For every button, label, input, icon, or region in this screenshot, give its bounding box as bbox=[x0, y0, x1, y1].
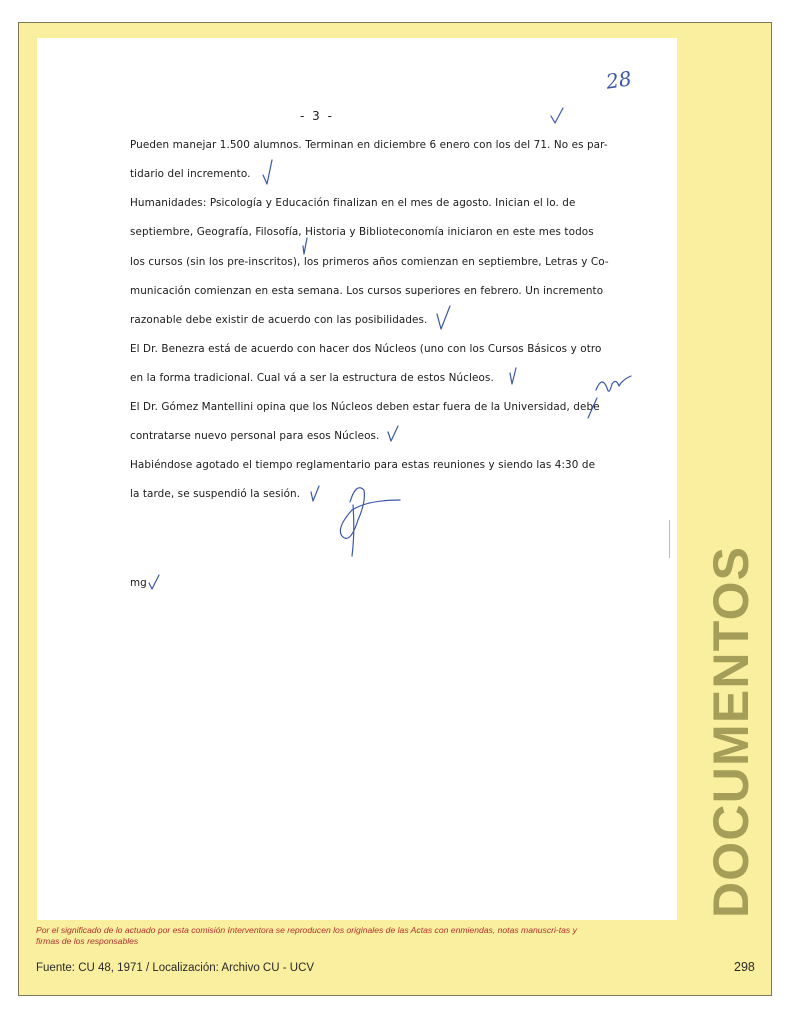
typist-initials: mg bbox=[130, 577, 147, 589]
document-line: la tarde, se suspendió la sesión. bbox=[130, 488, 301, 500]
check-mark bbox=[437, 306, 450, 329]
page-number: 298 bbox=[734, 960, 755, 974]
check-mark bbox=[263, 160, 272, 184]
document-page-number: - 3 - bbox=[300, 109, 334, 123]
check-mark bbox=[311, 486, 319, 501]
document-line: en la forma tradicional. Cual vá a ser la estructura de estos Núcleos. bbox=[130, 372, 494, 384]
document-line: contratarse nuevo personal para esos Núcleos. bbox=[130, 430, 380, 442]
section-title: DOCUMENTOS bbox=[703, 545, 759, 918]
signature bbox=[352, 505, 354, 556]
folio-number: 28 bbox=[604, 66, 633, 94]
document-line: Pueden manejar 1.500 alumnos. Terminan en diciembre 6 enero con los del 71. No es par- bbox=[130, 139, 608, 151]
document-line: municación comienzan en esta semana. Los cursos superiores en febrero. Un incremento bbox=[130, 285, 604, 297]
margin-initial bbox=[588, 398, 597, 418]
signature bbox=[340, 488, 400, 539]
document-line: El Dr. Gómez Mantellini opina que los Núcleos deben estar fuera de la Universidad, debe bbox=[130, 401, 600, 413]
source-note: Fuente: CU 48, 1971 / Localización: Archivo CU - UCV bbox=[36, 962, 315, 974]
margin-initial bbox=[596, 376, 631, 391]
document-line: septiembre, Geografía, Filosofía, Historia y Biblioteconomía iniciaron en este mes todos bbox=[130, 226, 594, 238]
document-line: Humanidades: Psicología y Educación finalizan en el mes de agosto. Inician el lo. de bbox=[130, 197, 576, 209]
document-line: razonable debe existir de acuerdo con las posibilidades. bbox=[130, 314, 428, 326]
check-mark bbox=[303, 238, 307, 254]
document-line: los cursos (sin los pre-inscritos), los primeros años comienzan en septiembre, Letras y Co- bbox=[130, 256, 609, 268]
document-line: El Dr. Benezra está de acuerdo con hacer dos Núcleos (uno con los Cursos Básicos y otro bbox=[130, 343, 602, 355]
check-mark bbox=[149, 575, 159, 589]
document-line: Habiéndose agotado el tiempo reglamentario para estas reuniones y siendo las 4:30 de bbox=[130, 459, 596, 471]
check-mark bbox=[388, 426, 398, 441]
document-line: tidario del incremento. bbox=[130, 168, 251, 180]
caption: Por el significado de lo actuado por esta comisión Interventora se reproducen los originales de las Actas con enmiendas, notas manuscri-tas y firmas de los responsables bbox=[36, 925, 577, 946]
check-mark bbox=[551, 108, 563, 123]
check-mark bbox=[510, 368, 516, 384]
